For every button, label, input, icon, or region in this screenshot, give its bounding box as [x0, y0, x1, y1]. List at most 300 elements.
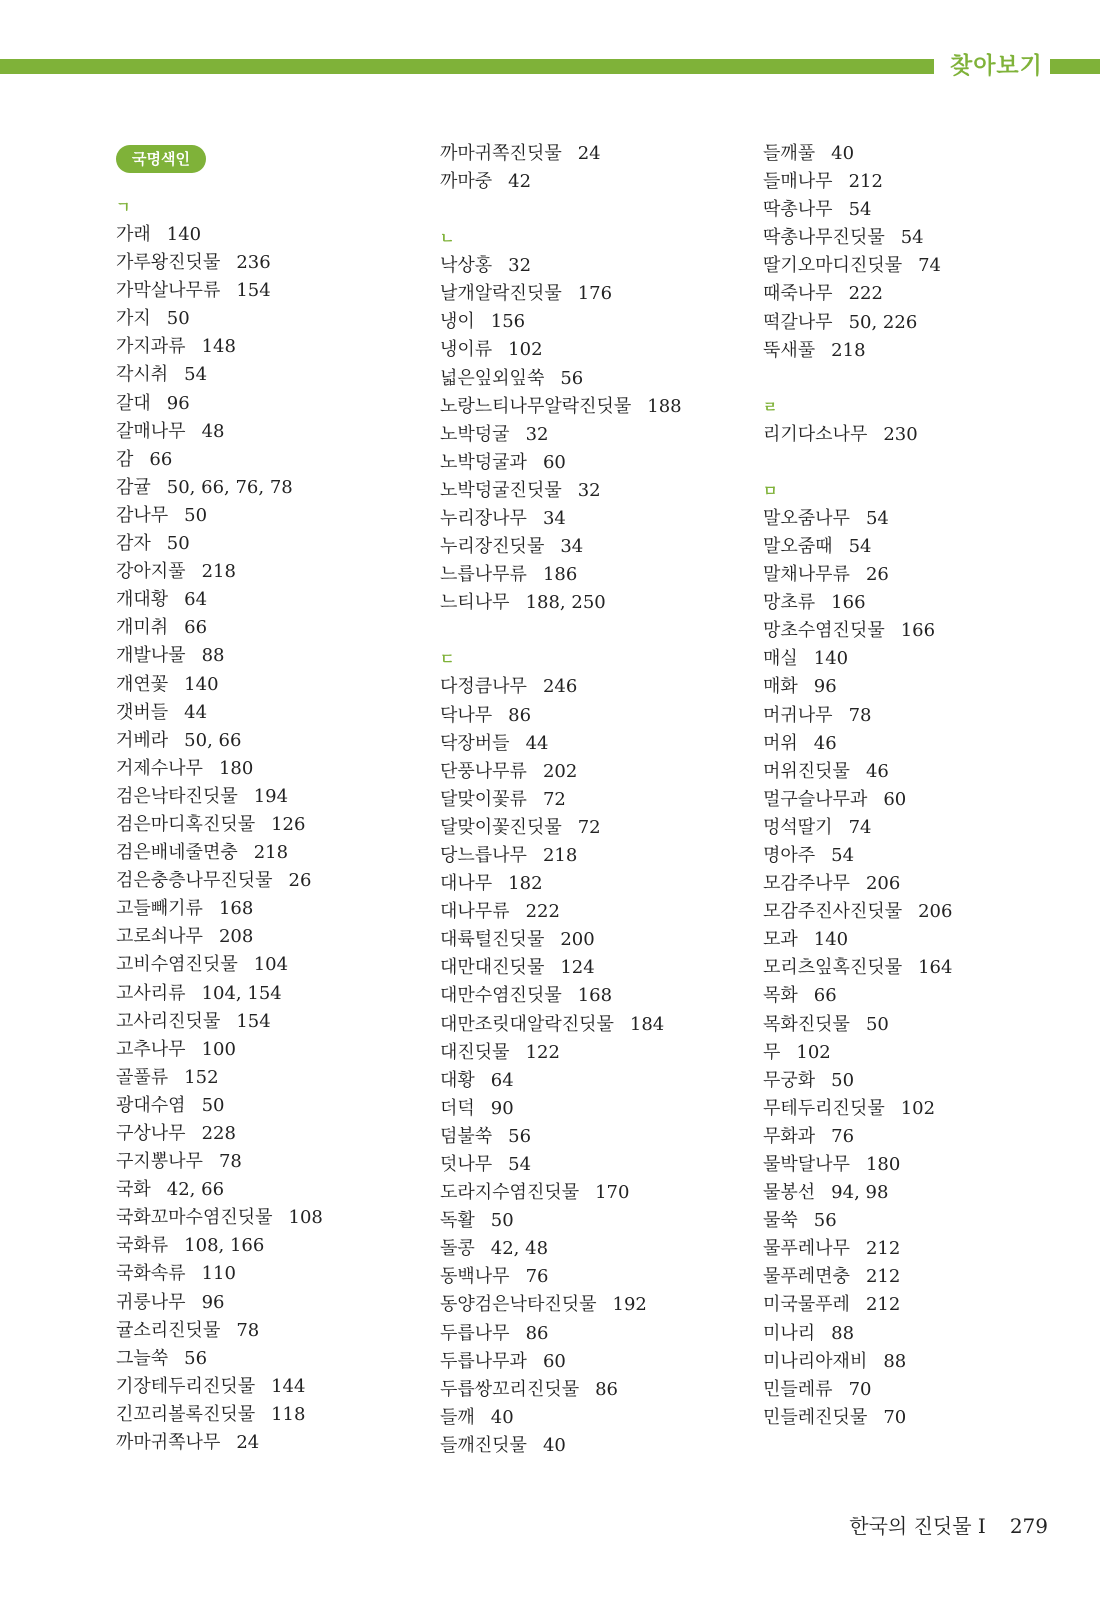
index-entry [763, 1067, 1083, 1095]
entry-term: 덤불쑥 [440, 1125, 493, 1147]
index-entry [116, 755, 436, 783]
index-entry [440, 1067, 760, 1095]
index-entry [763, 196, 1083, 224]
entry-page-ref: 50, 66, 76, 78 [166, 476, 293, 498]
index-entry [440, 1039, 760, 1067]
entry-page-ref: 44 [525, 732, 549, 754]
index-entry [763, 533, 1083, 561]
index-entry [116, 1148, 436, 1176]
page-footer [849, 1512, 1048, 1540]
entry-term: 국화류 [116, 1235, 169, 1257]
entry-page-ref: 102 [508, 339, 543, 361]
entry-term: 갈매나무 [116, 420, 186, 442]
entry-page-ref: 40 [831, 143, 855, 164]
entry-term: 개연꽃 [116, 673, 169, 695]
index-entry [440, 280, 760, 308]
entry-term: 단풍나무류 [440, 760, 527, 782]
index-entry [440, 1179, 760, 1207]
entry-page-ref: 78 [218, 1151, 242, 1173]
index-entry [763, 730, 1083, 758]
index-entry [440, 589, 760, 617]
entry-term: 모리츠잎혹진딧물 [763, 957, 903, 979]
entry-page-ref: 218 [542, 844, 578, 866]
entry-term: 닥나무 [440, 704, 493, 726]
entry-term: 모과 [763, 929, 798, 951]
index-entry [116, 446, 436, 474]
index-entry [116, 951, 436, 979]
header-accent-bar-end [1050, 59, 1100, 74]
book-title: 한국의 진딧물 I [849, 1514, 986, 1538]
entry-term: 들매나무 [763, 171, 833, 193]
entry-term: 모감주진사진딧물 [763, 901, 903, 923]
entry-page-ref: 46 [813, 732, 837, 754]
entry-page-ref: 56 [184, 1347, 208, 1369]
index-entry [763, 224, 1083, 252]
entry-page-ref: 54 [831, 844, 855, 866]
entry-term: 냉이류 [440, 339, 493, 361]
index-entry [763, 140, 1083, 168]
entry-page-ref: 110 [201, 1263, 236, 1285]
entry-page-ref: 66 [813, 985, 837, 1007]
entry-page-ref: 230 [883, 423, 918, 445]
entry-page-ref: 184 [629, 1013, 665, 1035]
index-entry [440, 1235, 760, 1263]
index-entry [763, 168, 1083, 196]
entry-term: 돌콩 [440, 1238, 475, 1260]
index-entry [440, 308, 760, 336]
entry-term: 머위 [763, 732, 798, 754]
entry-term: 대진딧물 [440, 1041, 510, 1063]
entry-page-ref: 32 [508, 255, 532, 277]
entry-page-ref: 88 [883, 1350, 907, 1372]
entry-page-ref: 168 [218, 898, 254, 920]
entry-page-ref: 104, 154 [201, 982, 282, 1004]
entry-page-ref: 34 [542, 508, 566, 530]
entry-page-ref: 34 [560, 536, 584, 558]
header-accent-bar [0, 59, 934, 74]
entry-page-ref: 60 [542, 1350, 566, 1372]
entry-page-ref: 70 [883, 1406, 907, 1428]
entry-term: 대륙털진딧물 [440, 929, 545, 951]
index-entry [116, 249, 436, 277]
index-entry [116, 1204, 436, 1232]
entry-page-ref: 164 [918, 957, 953, 979]
index-entry [440, 1404, 760, 1432]
index-entry [763, 1263, 1083, 1291]
entry-page-ref: 86 [595, 1378, 619, 1400]
entry-term: 갯버들 [116, 701, 169, 723]
entry-page-ref: 126 [271, 813, 306, 835]
index-entry [440, 702, 760, 730]
entry-term: 리기다소나무 [763, 423, 868, 445]
entry-page-ref: 176 [577, 283, 613, 305]
entry-term: 느릅나무류 [440, 564, 527, 586]
entry-term: 강아지풀 [116, 561, 186, 583]
entry-term: 말오줌때 [763, 535, 833, 557]
index-entry [116, 1064, 436, 1092]
index-entry [116, 277, 436, 305]
entry-page-ref: 78 [236, 1319, 260, 1341]
index-entry [116, 1092, 436, 1120]
entry-page-ref: 236 [236, 252, 271, 274]
entry-term: 동백나무 [440, 1266, 510, 1288]
index-entry [440, 898, 760, 926]
entry-term: 가막살나무류 [116, 280, 221, 302]
index-entry [763, 982, 1083, 1010]
entry-page-ref: 56 [560, 367, 584, 389]
entry-term: 무 [763, 1041, 781, 1063]
entry-term: 까마중 [440, 171, 493, 193]
entry-page-ref: 188, 250 [525, 592, 606, 614]
index-entry [116, 1036, 436, 1064]
entry-page-ref: 64 [490, 1069, 514, 1091]
index-column-2 [440, 140, 760, 1460]
entry-page-ref: 50 [201, 1094, 225, 1116]
index-entry [763, 814, 1083, 842]
index-entry [116, 642, 436, 670]
entry-term: 미나리 [763, 1322, 816, 1344]
entry-page-ref: 42, 66 [166, 1179, 225, 1201]
entry-term: 말오줌나무 [763, 507, 850, 529]
entry-page-ref: 54 [184, 364, 208, 386]
index-entry [440, 449, 760, 477]
entry-term: 느티나무 [440, 592, 510, 614]
entry-page-ref: 88 [201, 645, 225, 667]
index-entry [763, 1376, 1083, 1404]
index-entry [763, 617, 1083, 645]
entry-term: 노박덩굴진딧물 [440, 479, 562, 501]
entry-term: 더덕 [440, 1097, 475, 1119]
entry-term: 누리장진딧물 [440, 536, 545, 558]
entry-term: 멀구슬나무과 [763, 788, 868, 810]
entry-page-ref: 48 [201, 420, 225, 442]
index-entry [116, 530, 436, 558]
index-letter-heading: ㄴ [440, 229, 455, 248]
entry-term: 국화꼬마수염진딧물 [116, 1207, 273, 1229]
entry-page-ref: 108 [288, 1207, 323, 1229]
entry-page-ref: 218 [253, 842, 289, 864]
index-entry [440, 1348, 760, 1376]
index-group [116, 193, 436, 1457]
entry-page-ref: 50 [166, 308, 190, 330]
index-entry [116, 839, 436, 867]
index-entry [763, 561, 1083, 589]
entry-page-ref: 76 [831, 1125, 855, 1147]
entry-term: 긴꼬리볼록진딧물 [116, 1403, 256, 1425]
entry-term: 감 [116, 448, 134, 470]
index-entry [440, 1011, 760, 1039]
entry-page-ref: 166 [900, 620, 936, 642]
entry-term: 때죽나무 [763, 283, 833, 305]
index-entry [440, 758, 760, 786]
entry-page-ref: 40 [542, 1434, 566, 1456]
entry-term: 국화속류 [116, 1263, 186, 1285]
entry-term: 감나무 [116, 504, 169, 526]
entry-page-ref: 186 [542, 564, 578, 586]
index-entry [763, 870, 1083, 898]
index-entry [116, 502, 436, 530]
index-entry [440, 336, 760, 364]
index-letter-heading: ㄹ [763, 397, 778, 416]
entry-page-ref: 54 [900, 227, 924, 249]
entry-page-ref: 218 [831, 339, 866, 361]
entry-page-ref: 54 [865, 507, 889, 529]
entry-term: 개대황 [116, 589, 169, 611]
index-entry [440, 1376, 760, 1404]
index-entry [440, 982, 760, 1010]
index-entry [440, 393, 760, 421]
index-letter-heading: ㄷ [440, 650, 455, 669]
entry-term: 무궁화 [763, 1069, 816, 1091]
index-entry [440, 168, 760, 196]
entry-term: 까마귀쪽진딧물 [440, 143, 562, 164]
index-entry [440, 926, 760, 954]
entry-page-ref: 46 [865, 760, 889, 782]
index-entry [763, 954, 1083, 982]
entry-page-ref: 228 [201, 1123, 236, 1144]
index-entry [440, 870, 760, 898]
index-entry [440, 1151, 760, 1179]
index-entry [116, 1120, 436, 1148]
index-entry [763, 1404, 1083, 1432]
entry-term: 국화 [116, 1179, 151, 1201]
entry-term: 고사리진딧물 [116, 1010, 221, 1032]
entry-term: 뚝새풀 [763, 339, 816, 361]
entry-term: 닥장버들 [440, 732, 510, 754]
entry-term: 다정큼나무 [440, 676, 527, 698]
entry-page-ref: 222 [848, 283, 883, 305]
entry-term: 무화과 [763, 1125, 816, 1147]
index-entry [763, 702, 1083, 730]
index-entry [116, 390, 436, 418]
entry-term: 검은마디혹진딧물 [116, 813, 256, 835]
index-entry [116, 614, 436, 642]
index-entry [116, 1429, 436, 1457]
entry-term: 도라지수염진딧물 [440, 1182, 580, 1204]
entry-page-ref: 166 [831, 592, 866, 614]
entry-page-ref: 44 [184, 701, 208, 723]
entry-page-ref: 54 [848, 199, 872, 221]
index-group [440, 224, 760, 617]
index-entry [763, 758, 1083, 786]
entry-term: 귀룽나무 [116, 1291, 186, 1313]
index-entry [763, 1095, 1083, 1123]
entry-term: 대나무 [440, 873, 493, 895]
index-entry [440, 561, 760, 589]
entry-page-ref: 32 [525, 423, 549, 445]
entry-term: 대만수염진딧물 [440, 985, 562, 1007]
entry-page-ref: 124 [560, 957, 595, 979]
index-entry [763, 673, 1083, 701]
index-entry [440, 533, 760, 561]
index-entry [116, 671, 436, 699]
section-title: 찾아보기 [950, 53, 1043, 79]
entry-term: 독활 [440, 1210, 475, 1232]
entry-term: 검은충층나무진딧물 [116, 870, 273, 892]
entry-term: 대황 [440, 1069, 475, 1091]
entry-term: 거제수나무 [116, 757, 203, 779]
entry-term: 딱총나무진딧물 [763, 227, 885, 249]
entry-term: 노박덩굴과 [440, 451, 527, 473]
entry-page-ref: 222 [525, 901, 560, 923]
entry-page-ref: 42 [508, 171, 532, 193]
entry-term: 명아주 [763, 844, 816, 866]
entry-term: 구상나무 [116, 1123, 186, 1144]
index-letter-heading: ㅁ [763, 481, 778, 500]
entry-term: 머위진딧물 [763, 760, 850, 782]
entry-page-ref: 50, 66 [184, 729, 242, 751]
entry-term: 딱총나무 [763, 199, 833, 221]
entry-page-ref: 74 [848, 816, 872, 838]
entry-page-ref: 200 [560, 929, 595, 951]
entry-page-ref: 212 [865, 1266, 901, 1288]
entry-page-ref: 140 [813, 648, 849, 670]
index-entry [116, 558, 436, 586]
entry-term: 구지뽕나무 [116, 1151, 203, 1173]
entry-term: 두릅쌍꼬리진딧물 [440, 1378, 580, 1400]
entry-term: 당느릅나무 [440, 844, 527, 866]
index-entry [116, 361, 436, 389]
index-badge: 국명색인 [116, 145, 206, 173]
entry-term: 떡갈나무 [763, 311, 833, 333]
entry-page-ref: 208 [218, 926, 254, 948]
index-entry [116, 1401, 436, 1429]
entry-page-ref: 50 [490, 1210, 514, 1232]
index-entry [763, 1235, 1083, 1263]
index-entry [763, 1179, 1083, 1207]
index-entry [440, 1207, 760, 1235]
entry-page-ref: 72 [577, 816, 601, 838]
entry-term: 날개알락진딧물 [440, 283, 562, 305]
entry-term: 골풀류 [116, 1066, 169, 1088]
index-entry [763, 842, 1083, 870]
entry-term: 말채나무류 [763, 564, 850, 586]
index-entry [116, 305, 436, 333]
entry-page-ref: 140 [184, 673, 219, 695]
index-entry [763, 1011, 1083, 1039]
entry-term: 민들레진딧물 [763, 1406, 868, 1428]
entry-page-ref: 74 [918, 255, 942, 277]
entry-term: 물쑥 [763, 1210, 798, 1232]
index-entry [116, 1373, 436, 1401]
entry-term: 들깨 [440, 1406, 475, 1428]
entry-term: 가지 [116, 308, 151, 330]
entry-page-ref: 60 [883, 788, 907, 810]
entry-page-ref: 90 [490, 1097, 514, 1119]
index-entry [763, 1039, 1083, 1067]
entry-term: 고로쇠나무 [116, 926, 203, 948]
entry-term: 두릅나무과 [440, 1350, 527, 1372]
entry-term: 대만조릿대알락진딧물 [440, 1013, 614, 1035]
entry-page-ref: 88 [831, 1322, 855, 1344]
index-entry [440, 673, 760, 701]
entry-page-ref: 192 [612, 1294, 647, 1316]
entry-page-ref: 96 [201, 1291, 225, 1313]
index-column-3 [763, 140, 1083, 1432]
entry-term: 감귤 [116, 476, 151, 498]
entry-page-ref: 156 [490, 311, 526, 333]
entry-term: 누리장나무 [440, 508, 527, 530]
index-entry [116, 783, 436, 811]
index-entry [763, 1123, 1083, 1151]
index-entry [440, 1263, 760, 1291]
entry-page-ref: 60 [542, 451, 566, 473]
index-entry [116, 811, 436, 839]
entry-page-ref: 56 [813, 1210, 837, 1232]
entry-term: 각시취 [116, 364, 169, 386]
entry-page-ref: 206 [865, 873, 901, 895]
entry-page-ref: 42, 48 [490, 1238, 549, 1260]
entry-term: 달맞이꽃류 [440, 788, 527, 810]
entry-term: 매실 [763, 648, 798, 670]
entry-term: 가지과류 [116, 336, 186, 358]
entry-page-ref: 72 [542, 788, 566, 810]
index-entry [440, 954, 760, 982]
entry-term: 망초수염진딧물 [763, 620, 885, 642]
entry-page-ref: 54 [848, 535, 872, 557]
entry-page-ref: 102 [900, 1097, 936, 1119]
index-entry [116, 1345, 436, 1373]
index-group [763, 140, 1083, 365]
entry-page-ref: 100 [201, 1038, 236, 1060]
index-entry [440, 1123, 760, 1151]
entry-term: 기장테두리진딧물 [116, 1375, 256, 1397]
entry-term: 목화 [763, 985, 798, 1007]
entry-term: 넓은잎외잎쑥 [440, 367, 545, 389]
entry-term: 물푸레나무 [763, 1238, 850, 1260]
entry-page-ref: 70 [848, 1378, 872, 1400]
index-entry [440, 786, 760, 814]
entry-term: 민들레류 [763, 1378, 833, 1400]
entry-term: 가래 [116, 224, 151, 245]
index-entry [116, 586, 436, 614]
index-entry [763, 1291, 1083, 1319]
index-entry [763, 926, 1083, 954]
entry-page-ref: 108, 166 [184, 1235, 265, 1257]
entry-term: 동양검은낙타진딧물 [440, 1294, 597, 1316]
index-entry [763, 898, 1083, 926]
index-entry [763, 1207, 1083, 1235]
entry-page-ref: 148 [201, 336, 236, 358]
entry-page-ref: 140 [813, 929, 849, 951]
entry-term: 달맞이꽃진딧물 [440, 816, 562, 838]
entry-page-ref: 64 [184, 589, 208, 611]
index-entry [440, 365, 760, 393]
entry-term: 그늘쑥 [116, 1347, 169, 1369]
index-entry [116, 418, 436, 446]
index-entry [440, 477, 760, 505]
index-entry [116, 474, 436, 502]
entry-term: 고추나무 [116, 1038, 186, 1060]
entry-term: 모감주나무 [763, 873, 850, 895]
entry-page-ref: 122 [525, 1041, 560, 1063]
index-group [763, 393, 1083, 449]
entry-term: 미나리아재비 [763, 1350, 868, 1372]
entry-page-ref: 86 [508, 704, 532, 726]
index-entry [763, 421, 1083, 449]
entry-page-ref: 102 [796, 1041, 831, 1063]
entry-page-ref: 32 [577, 479, 601, 501]
entry-page-ref: 76 [525, 1266, 549, 1288]
index-entry [763, 786, 1083, 814]
entry-page-ref: 218 [201, 561, 236, 583]
index-entry [116, 1008, 436, 1036]
index-entry [116, 1232, 436, 1260]
entry-term: 노랑느티나무알락진딧물 [440, 395, 632, 417]
index-entry [116, 1317, 436, 1345]
entry-term: 고비수염진딧물 [116, 954, 238, 976]
entry-term: 가루왕진딧물 [116, 252, 221, 274]
